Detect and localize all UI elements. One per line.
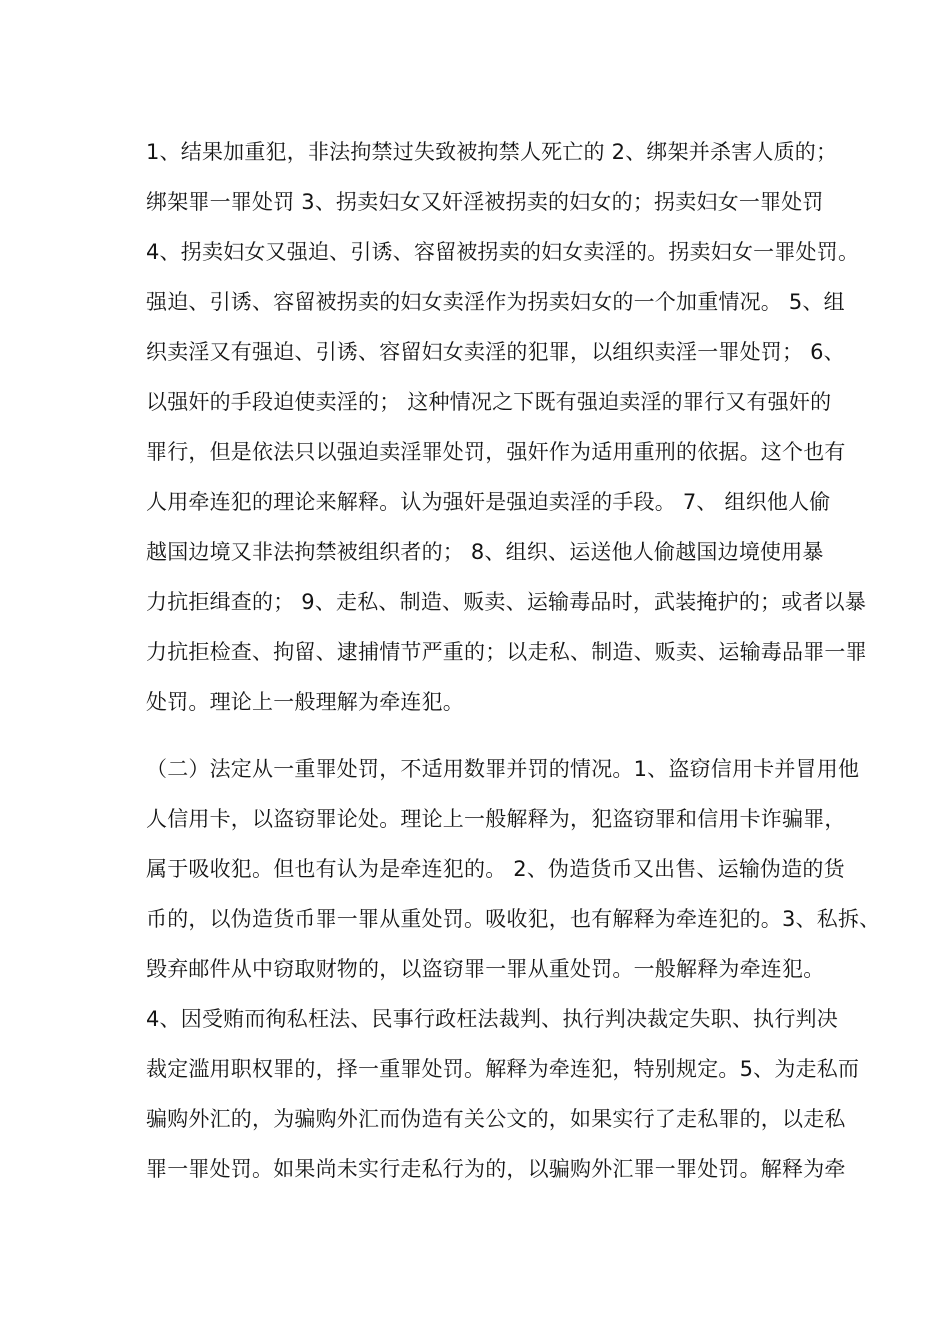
text-line: 毁弃邮件从中窃取财物的，以盗窃罪一罪从重处罚。一般解释为牵连犯。 xyxy=(146,957,825,981)
text-line: 罪一罪处罚。如果尚未实行走私行为的，以骗购外汇罪一罪处罚。解释为牵 xyxy=(146,1157,846,1181)
text-line: 属于吸收犯。但也有认为是牵连犯的。 2、伪造货币又出售、运输伪造的货 xyxy=(146,857,845,881)
text-line: 力抗拒缉查的； 9、走私、制造、贩卖、运输毒品时，武装掩护的；或者以暴 xyxy=(146,590,867,614)
text-line: 越国边境又非法拘禁被组织者的； 8、组织、运送他人偷越国边境使用暴 xyxy=(146,540,824,564)
text-line: 人用牵连犯的理论来解释。认为强奸是强迫卖淫的手段。 7、 组织他人偷 xyxy=(146,490,831,514)
paragraph-1 xyxy=(146,133,867,733)
text-line: 1、结果加重犯，非法拘禁过失致被拘禁人死亡的 2、绑架并杀害人质的； xyxy=(146,140,838,164)
text-line: 骗购外汇的，为骗购外汇而伪造有关公文的，如果实行了走私罪的，以走私 xyxy=(146,1107,846,1131)
text-line: 处罚。理论上一般理解为牵连犯。 xyxy=(146,690,464,714)
text-line: 人信用卡，以盗窃罪论处。理论上一般解释为，犯盗窃罪和信用卡诈骗罪， xyxy=(146,807,846,831)
text-line: 4、因受贿而徇私枉法、民事行政枉法裁判、执行判决裁定失职、执行判决 xyxy=(146,1007,838,1031)
text-line: 以强奸的手段迫使卖淫的； 这种情况之下既有强迫卖淫的罪行又有强奸的 xyxy=(146,390,832,414)
text-line: 强迫、引诱、容留被拐卖的妇女卖淫作为拐卖妇女的一个加重情况。 5、组 xyxy=(146,290,845,314)
text-line: 币的，以伪造货币罪一罪从重处罚。吸收犯，也有解释为牵连犯的。3、私拆、 xyxy=(146,907,881,931)
text-line: 裁定滥用职权罪的，择一重罪处罚。解释为牵连犯，特别规定。5、为走私而 xyxy=(146,1057,860,1081)
text-line: 绑架罪一罪处罚 3、拐卖妇女又奸淫被拐卖的妇女的；拐卖妇女一罪处罚 xyxy=(146,190,824,214)
text-line: 4、拐卖妇女又强迫、引诱、容留被拐卖的妇女卖淫的。拐卖妇女一罪处罚。 xyxy=(146,240,860,264)
text-line: （二）法定从一重罪处罚，不适用数罪并罚的情况。1、盗窃信用卡并冒用他 xyxy=(146,757,860,781)
text-line: 织卖淫又有强迫、引诱、容留妇女卖淫的犯罪，以组织卖淫一罪处罚； 6、 xyxy=(146,340,845,364)
text-line: 力抗拒检查、拘留、逮捕情节严重的；以走私、制造、贩卖、运输毒品罪一罪 xyxy=(146,640,867,664)
text-line: 罪行，但是依法只以强迫卖淫罪处罚，强奸作为适用重刑的依据。这个也有 xyxy=(146,440,846,464)
paragraph-2 xyxy=(146,750,881,1200)
